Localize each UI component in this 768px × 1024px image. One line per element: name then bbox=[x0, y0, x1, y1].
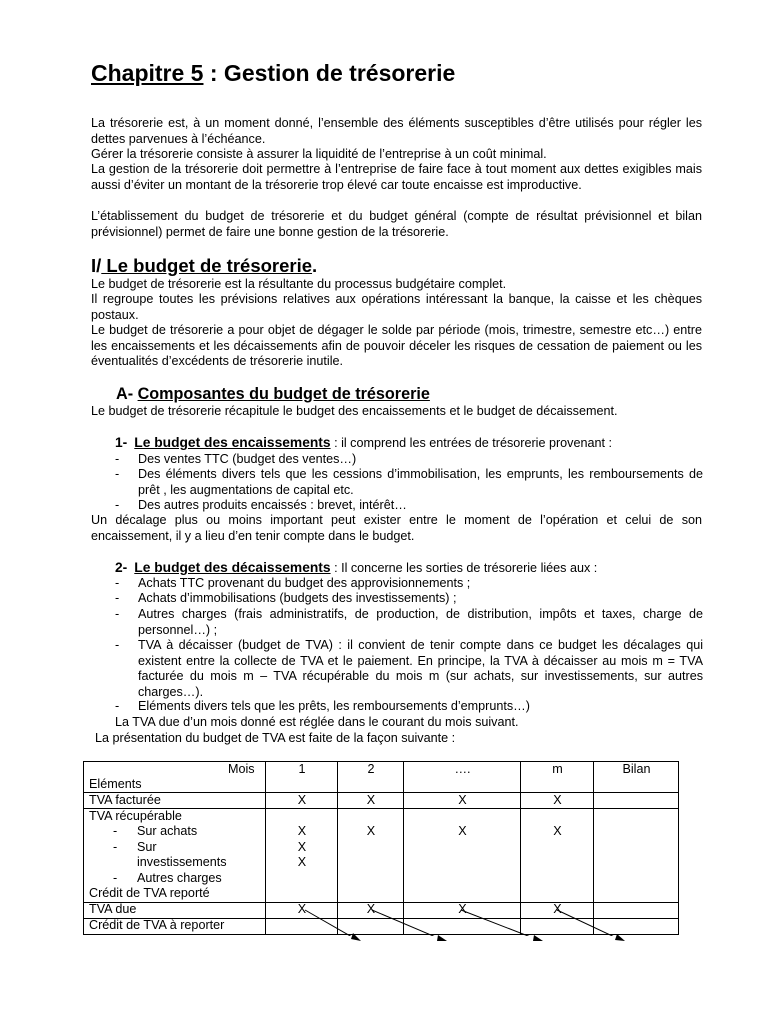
encaissements-title: Le budget des encaissements bbox=[134, 435, 331, 450]
intro-paragraph-4: L’établissement du budget de trésorerie et du budget général (compte de résultat prévisionnel et bilan prévisionnel) permet de faire une bonne gestion de la trésorerie. bbox=[91, 209, 702, 239]
list-item: - Des ventes TTC (budget des ventes…) bbox=[115, 452, 357, 466]
subsection-title: Composantes du budget de trésorerie bbox=[137, 385, 430, 403]
mark: X bbox=[366, 902, 376, 916]
encaissements-note: Un décalage plus ou moins important peut exister entre le moment de l’opération et celui de son encaissement, il y a lieu d’en tenir compte dans le budget. bbox=[91, 513, 702, 543]
mark: X bbox=[458, 902, 467, 916]
list-item: - Achats TTC provenant du budget des approvisionnements ; bbox=[115, 576, 471, 590]
row-label-tva-due: TVA due bbox=[89, 902, 137, 916]
mark: X bbox=[553, 902, 562, 916]
mark: X bbox=[458, 824, 467, 838]
header-mois: Mois bbox=[228, 762, 255, 776]
arrowhead-2 bbox=[437, 935, 447, 941]
header-col-m: m bbox=[552, 762, 563, 776]
header-elements: Eléments bbox=[89, 777, 142, 791]
decaissements-note-2: La présentation du budget de TVA est faite de la façon suivante : bbox=[95, 731, 456, 745]
header-col-1: 1 bbox=[298, 762, 306, 776]
row-label-credit-a-reporter: Crédit de TVA à reporter bbox=[89, 918, 225, 932]
arrowhead-3 bbox=[533, 935, 543, 941]
tva-budget-table: Mois Eléments 1 2 …. m Bilan TVA facturée X X X X TVA récupérable - Sur achats - Sur investissements - Autres charges Crédit de TVA reporté X X X X X X TVA due X X X X Crédit de TVA à reporter bbox=[83, 761, 678, 934]
list-item: - TVA à décaisser (budget de TVA) : il convient de tenir compte dans ce budget les décalages qui existent entre la collecte de TVA et le paiement. En principe, la TVA à décaisser au mois m = TVA facturée du mois m – TVA récupérable du mois m (sur achats, sur investissements, sur autres charges…). bbox=[115, 638, 703, 699]
header-col-bilan: Bilan bbox=[622, 762, 651, 776]
section-number: I/ bbox=[91, 255, 102, 276]
mark: X bbox=[297, 824, 307, 838]
section1-paragraph-1: Le budget de trésorerie est la résultante du processus budgétaire complet. bbox=[91, 277, 507, 291]
encaissements-heading: 1- Le budget des encaissements : il comprend les entrées de trésorerie provenant : bbox=[115, 435, 612, 450]
header-col-ellipsis: …. bbox=[454, 762, 471, 776]
list-item: - Des autres produits encaissés : brevet, intérêt… bbox=[115, 498, 407, 512]
section-heading-1: I/ Le budget de trésorerie. bbox=[91, 255, 318, 276]
subsection-a-paragraph: Le budget de trésorerie récapitule le budget des encaissements et le budget de décaissement. bbox=[91, 404, 618, 418]
list-item: - Eléments divers tels que les prêts, les remboursements d’emprunts…) bbox=[115, 699, 530, 713]
section1-paragraph-2: Il regroupe toutes les prévisions relatives aux opérations intéressant la banque, la caisse et les chèques postaux. bbox=[91, 292, 702, 322]
mark: X bbox=[366, 824, 376, 838]
chapter-number: Chapitre 5 bbox=[91, 60, 204, 86]
mark: X bbox=[297, 840, 307, 854]
mark: X bbox=[297, 855, 307, 869]
mark: X bbox=[458, 793, 467, 807]
chapter-title: : Gestion de trésorerie bbox=[203, 60, 456, 86]
intro-paragraph-3: La gestion de la trésorerie doit permettre à l’entreprise de faire face à tout moment aux dettes exigibles mais aussi d’éviter un montant de la trésorerie trop élevé car toute encaisse est improductive. bbox=[91, 162, 702, 192]
list-item: - Autres charges (frais administratifs, de production, de distribution, impôts et taxes, charge de personnel…) ; bbox=[115, 607, 703, 637]
sub-label-autres-charges: Autres charges bbox=[137, 871, 222, 885]
mark: X bbox=[297, 902, 307, 916]
sub-label-achats: Sur achats bbox=[137, 824, 198, 838]
mark: X bbox=[297, 793, 307, 807]
mark: X bbox=[366, 793, 376, 807]
list-item: - Achats d’immobilisations (budgets des investissements) ; bbox=[115, 591, 457, 605]
header-col-2: 2 bbox=[367, 762, 375, 776]
row-label-credit-reporte: Crédit de TVA reporté bbox=[89, 886, 210, 900]
decaissements-heading: 2- Le budget des décaissements : Il concerne les sorties de trésorerie liées aux : bbox=[115, 560, 598, 575]
subsection-number: A- bbox=[116, 385, 138, 403]
decaissements-title: Le budget des décaissements bbox=[134, 560, 331, 575]
intro-paragraph-2: Gérer la trésorerie consiste à assurer la liquidité de l’entreprise à un coût minimal. bbox=[91, 147, 547, 161]
list-item: - Des éléments divers tels que les cessions d’immobilisation, les emprunts, les remboursements de prêt , les augmentations de capital etc. bbox=[115, 467, 703, 497]
intro-paragraph-1: La trésorerie est, à un moment donné, l’ensemble des éléments susceptibles d’être utilisés pour régler les dettes parvenues à l’échéance. bbox=[91, 116, 702, 146]
mark: X bbox=[553, 793, 562, 807]
arrowhead-4 bbox=[615, 934, 625, 941]
sub-label-investissements: investissements bbox=[137, 855, 227, 869]
mark: X bbox=[553, 824, 562, 838]
arrowhead-1 bbox=[351, 933, 361, 941]
row-label-tva-recuperable: TVA récupérable bbox=[89, 809, 182, 823]
row-label-tva-facturee: TVA facturée bbox=[89, 793, 161, 807]
section-title: Le budget de trésorerie bbox=[101, 255, 313, 276]
decaissements-note-1: La TVA due d’un mois donné est réglée dans le courant du mois suivant. bbox=[115, 715, 519, 729]
section1-paragraph-3: Le budget de trésorerie a pour objet de dégager le solde par période (mois, trimestre, semestre etc…) entre les encaissements et les décaissements afin de pouvoir déceler les risques de cessation de paiement ou les éventualités d’excédents de trésorerie inutile. bbox=[91, 323, 702, 368]
sub-label-sur: Sur bbox=[137, 840, 157, 854]
